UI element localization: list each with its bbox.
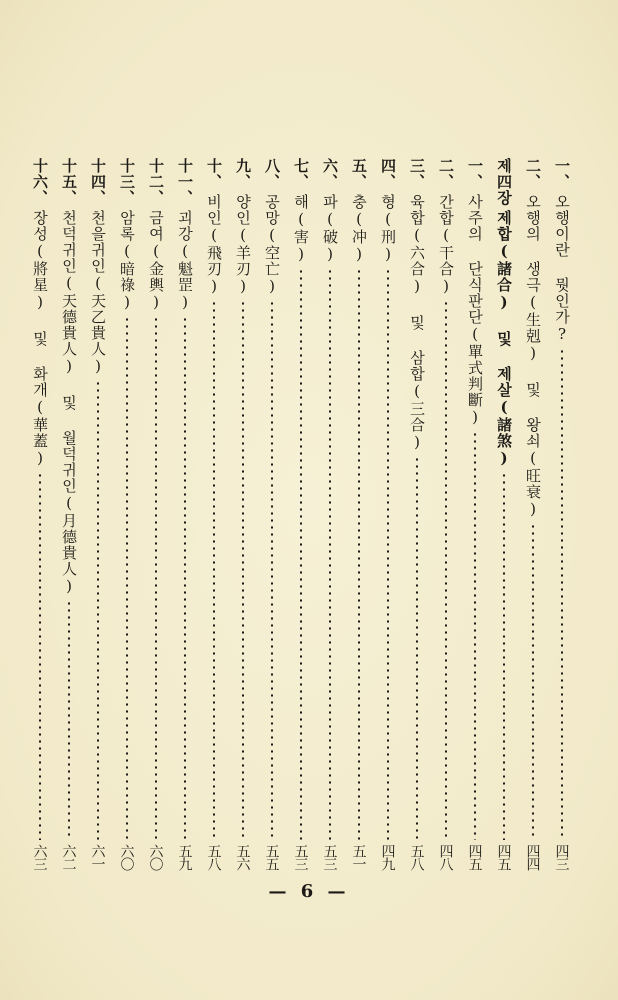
toc-entry-number: 十一、 [176,158,194,206]
toc-entry-number: 八、 [263,158,281,190]
toc-entry-number: 七、 [292,158,310,190]
dot-leader [271,300,273,840]
toc-entry-number: 五、 [350,158,368,190]
toc-entry [228,158,257,870]
toc-entry-page-number: 六〇 [118,844,135,870]
toc-entry-page-number: 四五 [466,844,483,870]
toc-entry-number: 一、 [466,158,484,190]
toc-entry-text [177,158,192,312]
toc-entry-text [235,158,250,296]
toc-entry [315,158,344,870]
toc-entry [547,158,576,870]
dot-leader [300,268,302,840]
toc-entry-text [380,158,395,264]
toc-entry-title: 간합(干合) [437,194,455,296]
toc-entry-text [438,158,453,296]
toc-entry-number: 二、 [437,158,455,190]
toc-entry-title: 암록(暗祿) [118,210,136,312]
toc-entry-number: 十六、 [31,158,49,206]
toc-entry-page-number: 五三 [292,844,309,870]
toc-entry [431,158,460,870]
toc-entry-title: 제합(諸合) 및 제살(諸煞) [495,210,513,468]
toc-entry-text [119,158,134,312]
toc-entry-text [206,158,221,296]
dot-leader [68,600,70,840]
toc-entry-text [554,158,569,344]
toc-entry-page-number: 五一 [350,844,367,870]
dot-leader [532,523,534,840]
toc-entry-text [32,158,47,468]
toc-entry-title: 해(害) [292,194,310,264]
toc-entry-title: 오행이란 뭣인가? [553,194,571,344]
toc-entry-number: 十五、 [60,158,78,206]
toc-entry-text [467,158,482,427]
dot-leader [503,472,505,840]
toc-entry-page-number: 五八 [205,844,222,870]
toc-entry-title: 천을귀인(天乙貴人) [89,210,107,376]
toc-entry-text [148,158,163,312]
toc-entry-text [61,158,76,596]
toc-entry-text [409,158,424,452]
toc-entry [344,158,373,870]
toc-entry-page-number: 六〇 [147,844,164,870]
dot-leader [213,300,215,840]
toc-entry-text [496,158,511,468]
dot-leader [329,268,331,840]
toc-entry-title: 사주의 단식판단(單式判斷) [466,194,484,427]
toc-entry-number: 三、 [408,158,426,190]
toc-entry-page-number: 四四 [524,844,541,870]
toc-entry-page-number: 五三 [321,844,338,870]
dot-leader [561,348,563,840]
toc-entry-page-number: 六一 [89,844,106,870]
toc-entry [170,158,199,870]
toc-entry-title: 오행의 생극(生剋) 및 왕쇠(旺衰) [524,194,542,519]
toc-entry-number: 十三、 [118,158,136,206]
toc-entry-page-number: 五六 [234,844,251,870]
toc-entry-title: 금여(金輿) [147,210,165,312]
toc-entry [518,158,547,870]
toc-entry-text [264,158,279,296]
toc-entry-text [525,158,540,519]
table-of-contents [25,158,576,870]
toc-entry [25,158,54,870]
toc-entry-page-number: 五八 [408,844,425,870]
toc-entry-number: 二、 [524,158,542,190]
toc-entry-number: 一、 [553,158,571,190]
toc-entry [286,158,315,870]
toc-entry-page-number: 四五 [495,844,512,870]
toc-entry-number: 十四、 [89,158,107,206]
toc-entry-text [351,158,366,264]
toc-entry-page-number: 六二 [60,844,77,870]
toc-entry-page-number: 四九 [379,844,396,870]
toc-entry [112,158,141,870]
toc-entry-number: 十二、 [147,158,165,206]
toc-entry-title: 형(刑) [379,194,397,264]
toc-entry-number: 제四장 [495,158,513,206]
toc-entry-number: 六、 [321,158,339,190]
toc-entry [83,158,112,870]
toc-entry-title: 육합(六合) 및 삼합(三合) [408,194,426,452]
dot-leader [155,316,157,840]
toc-entry-title: 장성(將星) 및 화개(華蓋) [31,210,49,468]
dot-leader [242,300,244,840]
toc-chapter-heading [489,158,518,870]
toc-entry-number: 十、 [205,158,223,190]
toc-entry-number: 四、 [379,158,397,190]
dot-leader [358,268,360,840]
toc-entry [199,158,228,870]
toc-entry-page-number: 五五 [263,844,280,870]
toc-entry-page-number: 四八 [437,844,454,870]
toc-entry-page-number: 五九 [176,844,193,870]
toc-entry-text [90,158,105,376]
toc-entry-text [322,158,337,264]
toc-entry [460,158,489,870]
toc-entry-title: 천덕귀인(天德貴人) 및 월덕귀인(月德貴人) [60,210,78,596]
dot-leader [126,316,128,840]
toc-entry [402,158,431,870]
toc-entry-page-number: 四三 [553,844,570,870]
dot-leader [474,431,476,840]
toc-entry-title: 양인(羊刃) [234,194,252,296]
dot-leader [416,456,418,840]
toc-entry-number: 九、 [234,158,252,190]
toc-entry-title: 충(冲) [350,194,368,264]
toc-entry-title: 괴강(魁罡) [176,210,194,312]
dot-leader [445,300,447,840]
toc-entry-title: 파(破) [321,194,339,264]
dot-leader [39,472,41,840]
toc-entry [141,158,170,870]
dot-leader [387,268,389,840]
toc-entry [373,158,402,870]
toc-entry [54,158,83,870]
toc-entry-title: 비인(飛刃) [205,194,223,296]
toc-entry-page-number: 六三 [31,844,48,870]
toc-entry [257,158,286,870]
dot-leader [97,380,99,840]
toc-entry-text [293,158,308,264]
page-number: — 6 — [268,881,350,902]
toc-entry-title: 공망(空亡) [263,194,281,296]
dot-leader [184,316,186,840]
